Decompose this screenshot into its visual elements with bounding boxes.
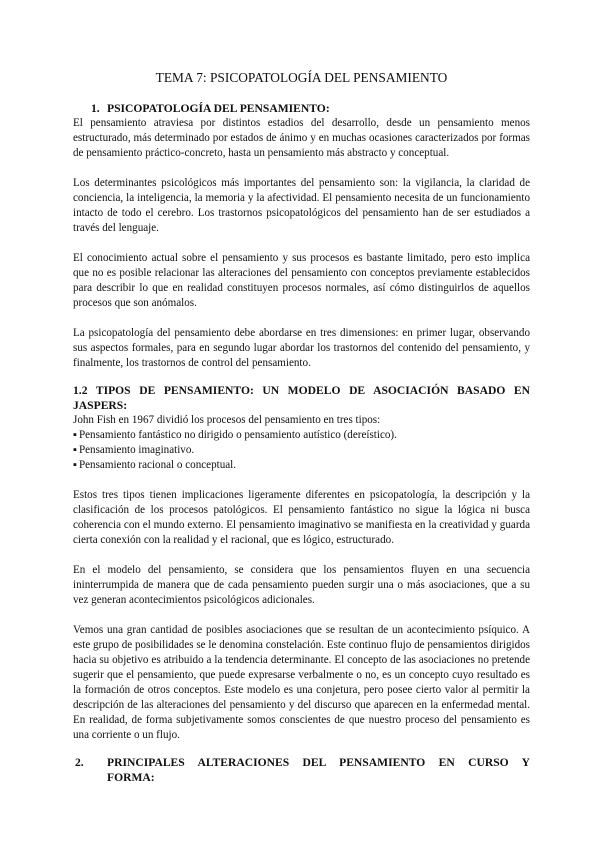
bullet-icon: ▪ [73, 459, 77, 471]
paragraph: Estos tres tipos tienen implicaciones ligeramente diferentes en psicopatología, la descripción y la clasificación de los procesos patológicos. El pensamiento fantástico no sigue la lógica ni busca coherencia con el mundo externo. El pensamiento imaginativo se manifiesta en la creatividad y guarda cierta conexión con la realidad y el racional, que es lógico, estructurado. [73, 489, 530, 546]
section-1-heading-text: PSICOPATOLOGÍA DEL PENSAMIENTO: [107, 102, 330, 115]
list-item: ▪ Pensamiento fantástico no dirigido o pensamiento autístico (dereístico). [73, 429, 397, 441]
paragraph: Los determinantes psicológicos más importantes del pensamiento son: la vigilancia, la claridad de conciencia, la inteligencia, la memoria y la afectividad. El pensamiento necesita de un funcionamiento intacto de todo el cerebro. Los trastornos psicopatológicos del pensamiento han de ser estudiados a través del lenguaje. [73, 177, 530, 234]
bullet-icon: ▪ [73, 429, 77, 441]
bullet-icon: ▪ [73, 444, 77, 456]
document-page [73, 70, 530, 785]
paragraph: El pensamiento atraviesa por distintos estadios del desarrollo, desde un pensamiento menos estructurado, más determinado por estados de ánimo y en muchas ocasiones caracterizados por formas de pensamiento práctico-concreto, hasta un pensamiento más abstracto y conceptual. [73, 117, 530, 159]
section-1-number: 1. [91, 102, 100, 115]
section-2-heading-text: PRINCIPALES ALTERACIONES DEL PENSAMIENTO EN CURSO Y FORMA: [107, 756, 530, 784]
list-item: ▪ Pensamiento imaginativo. [73, 444, 195, 456]
paragraph: En el modelo del pensamiento, se considera que los pensamientos fluyen en una secuencia ininterrumpida de manera que de cada pensamiento pueden surgir una o más asociaciones, que a su vez generan acontecimientos psicológicos adicionales. [73, 564, 530, 606]
paragraph: La psicopatología del pensamiento debe abordarse en tres dimensiones: en primer lugar, observando sus aspectos formales, para en segundo lugar abordar los trastornos del contenido del pensamiento, y finalmente, los trastornos de control del pensamiento. [73, 327, 530, 369]
paragraph: El conocimiento actual sobre el pensamiento y sus procesos es bastante limitado, pero esto implica que no es posible relacionar las alteraciones del pensamiento con conceptos previamente establecidos para describir lo que en realidad constituyen procesos normales, así cómo distinguirlos de aquellos procesos que son anómalos. [73, 252, 530, 309]
list-item: ▪ Pensamiento racional o conceptual. [73, 459, 237, 471]
paragraph: Vemos una gran cantidad de posibles asociaciones que se resultan de un acontecimiento psíquico. A este grupo de posibilidades se le denomina constelación. Este continuo flujo de pensamientos dirigidos hacia su objetivo es atribuido a la tendencia determinante. El concepto de las asociaciones no pretende sugerir que el pensamiento, que puede expresarse verbalmente o no, es un concepto cuyo resultado es la formación de otros conceptos. Este modelo es una conjetura, pero posee cierto valor al permitir la descripción de las alteraciones del pensamiento y del discurso que aparecen en la enfermedad mental. En realidad, de forma subjetivamente somos conscientes de que nuestro proceso del pensamiento es una corriente o un flujo. [73, 624, 530, 741]
section-2-number: 2. [75, 756, 84, 769]
section-2-heading [73, 755, 530, 785]
list-intro: John Fish en 1967 dividió los procesos del pensamiento en tres tipos: [73, 414, 381, 426]
section-1-heading [73, 101, 530, 116]
section-1-2-heading: 1.2 TIPOS DE PENSAMIENTO: UN MODELO DE ASOCIACIÓN BASADO EN JASPERS: [73, 384, 530, 412]
page-title: TEMA 7: PSICOPATOLOGÍA DEL PENSAMIENTO [155, 70, 448, 85]
